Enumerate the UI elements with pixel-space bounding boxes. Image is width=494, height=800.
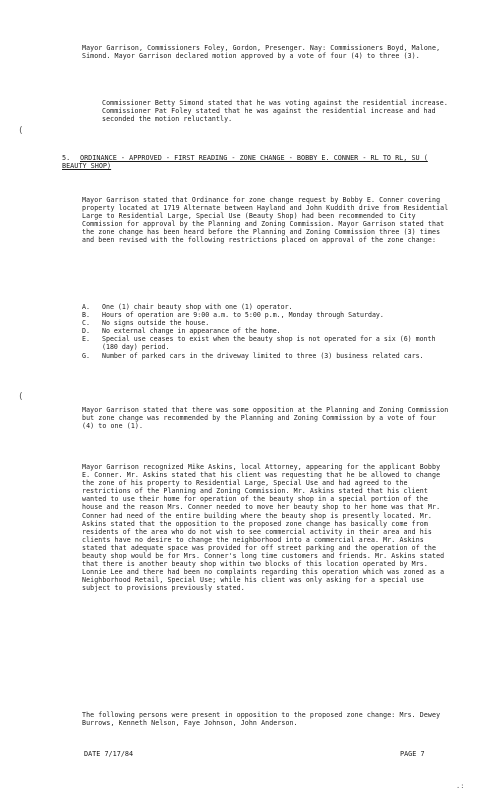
list-marker: G. <box>82 351 90 360</box>
vote-record-paragraph: Mayor Garrison, Commissioners Foley, Gordon, Presenger. Nay: Commissioners Boyd, Malone, Simond. Mayor Garrison declared motion approved by a vote of four (4) to three (3). <box>82 44 441 61</box>
list-item <box>82 352 454 360</box>
footer-date: DATE 7/17/84 <box>84 750 134 758</box>
margin-bracket-mark: ( <box>18 126 24 136</box>
list-text: Number of parked cars in the driveway limited to three (3) business related cars. <box>102 351 424 360</box>
list-text: Hours of operation are 9:00 a.m. to 5:00 p.m., Monday through Saturday. <box>102 311 384 320</box>
list-text: One (1) chair beauty shop with one (1) operator. <box>102 303 293 311</box>
list-item <box>82 327 454 335</box>
section-number: 5. <box>62 154 71 162</box>
scan-artifact-mark: .: <box>456 782 465 790</box>
list-marker: D. <box>82 327 90 336</box>
list-item <box>82 335 454 351</box>
list-marker: E. <box>82 335 90 344</box>
list-marker: B. <box>82 311 90 320</box>
list-marker: A. <box>82 303 90 311</box>
margin-bracket-mark: ( <box>18 392 24 402</box>
list-text: No external change in appearance of the home. <box>102 327 281 336</box>
list-text: No signs outside the house. <box>102 319 210 328</box>
section-heading <box>62 154 452 171</box>
commissioner-statement-paragraph: Commissioner Betty Simond stated that he was voting against the residential increase. Commissioner Pat Foley stated that he was against the residential increase and had seconded the motion reluctantly. <box>102 99 448 124</box>
section-title: ORDINANCE - APPROVED - FIRST READING - ZONE CHANGE - BOBBY E. CONNER - RL TO RL, SU ( BEAUTY SHOP) <box>62 154 428 171</box>
opposition-persons-paragraph: The following persons were present in opposition to the proposed zone change: Mrs. Dewey Burrows, Kenneth Nelson, Faye Johnson, John Anderson. <box>82 711 441 728</box>
ordinance-intro-paragraph: Mayor Garrison stated that Ordinance for zone change request by Bobby E. Conner covering property located at 1719 Alternate between Hayland and John Kuddith drive from Residential Large to Residential Large, Special Use (Beauty Shop) had been recommended to City Commission for approval by the Planning and Zoning Commission. Mayor Garrison stated that the zone change has been heard before the Planning and Zoning Commission three (3) times and been revised with the following restrictions placed on approval of the zone change: <box>82 196 449 245</box>
restrictions-list <box>82 303 454 360</box>
attorney-statement-paragraph: Mayor Garrison recognized Mike Askins, local Attorney, appearing for the applicant Bobby E. Conner. Mr. Askins stated that his client was requesting that he be allowed to change the zone of his property to Residential Large, Special Use and had agreed to the restrictions of the Planning and Zoning Commission. Mr. Askins stated that his client wanted to use their home for operation of the beauty shop in a special portion of the house and the reason Mrs. Conner needed to move her beauty shop to her home was that Mr. Conner had need of the entire building where the beauty shop is presently located. Mr. Askins stated that the opposition to the proposed zone change has basically come from residents of the area who do not wish to see commercial activity in their area and his clients have no desire to change the neighborhood into a commercial area. Mr. Askins stated that adequate space was provided for off street parking and the operation of the beauty shop would be for Mrs. Conner's long time customers and friends. Mr. Askins stated that there is another beauty shop within two blocks of this location operated by Mrs. Lonnie Lee and there had been no complaints regarding this operation which was zoned as a Neighborhood Retail, Special Use; while his client was only asking for a special use subject to provisions previously stated. <box>82 463 445 593</box>
list-text: Special use ceases to exist when the beauty shop is not operated for a six (6) month (180 day) period. <box>102 335 436 352</box>
list-marker: C. <box>82 319 90 328</box>
list-item <box>82 311 454 319</box>
footer-page-number: PAGE 7 <box>400 750 425 758</box>
opposition-paragraph: Mayor Garrison stated that there was some opposition at the Planning and Zoning Commission but zone change was recommended by the Planning and Zoning Commission by a vote of four (4) to one (1). <box>82 406 449 431</box>
list-item <box>82 303 454 311</box>
list-item <box>82 319 454 327</box>
